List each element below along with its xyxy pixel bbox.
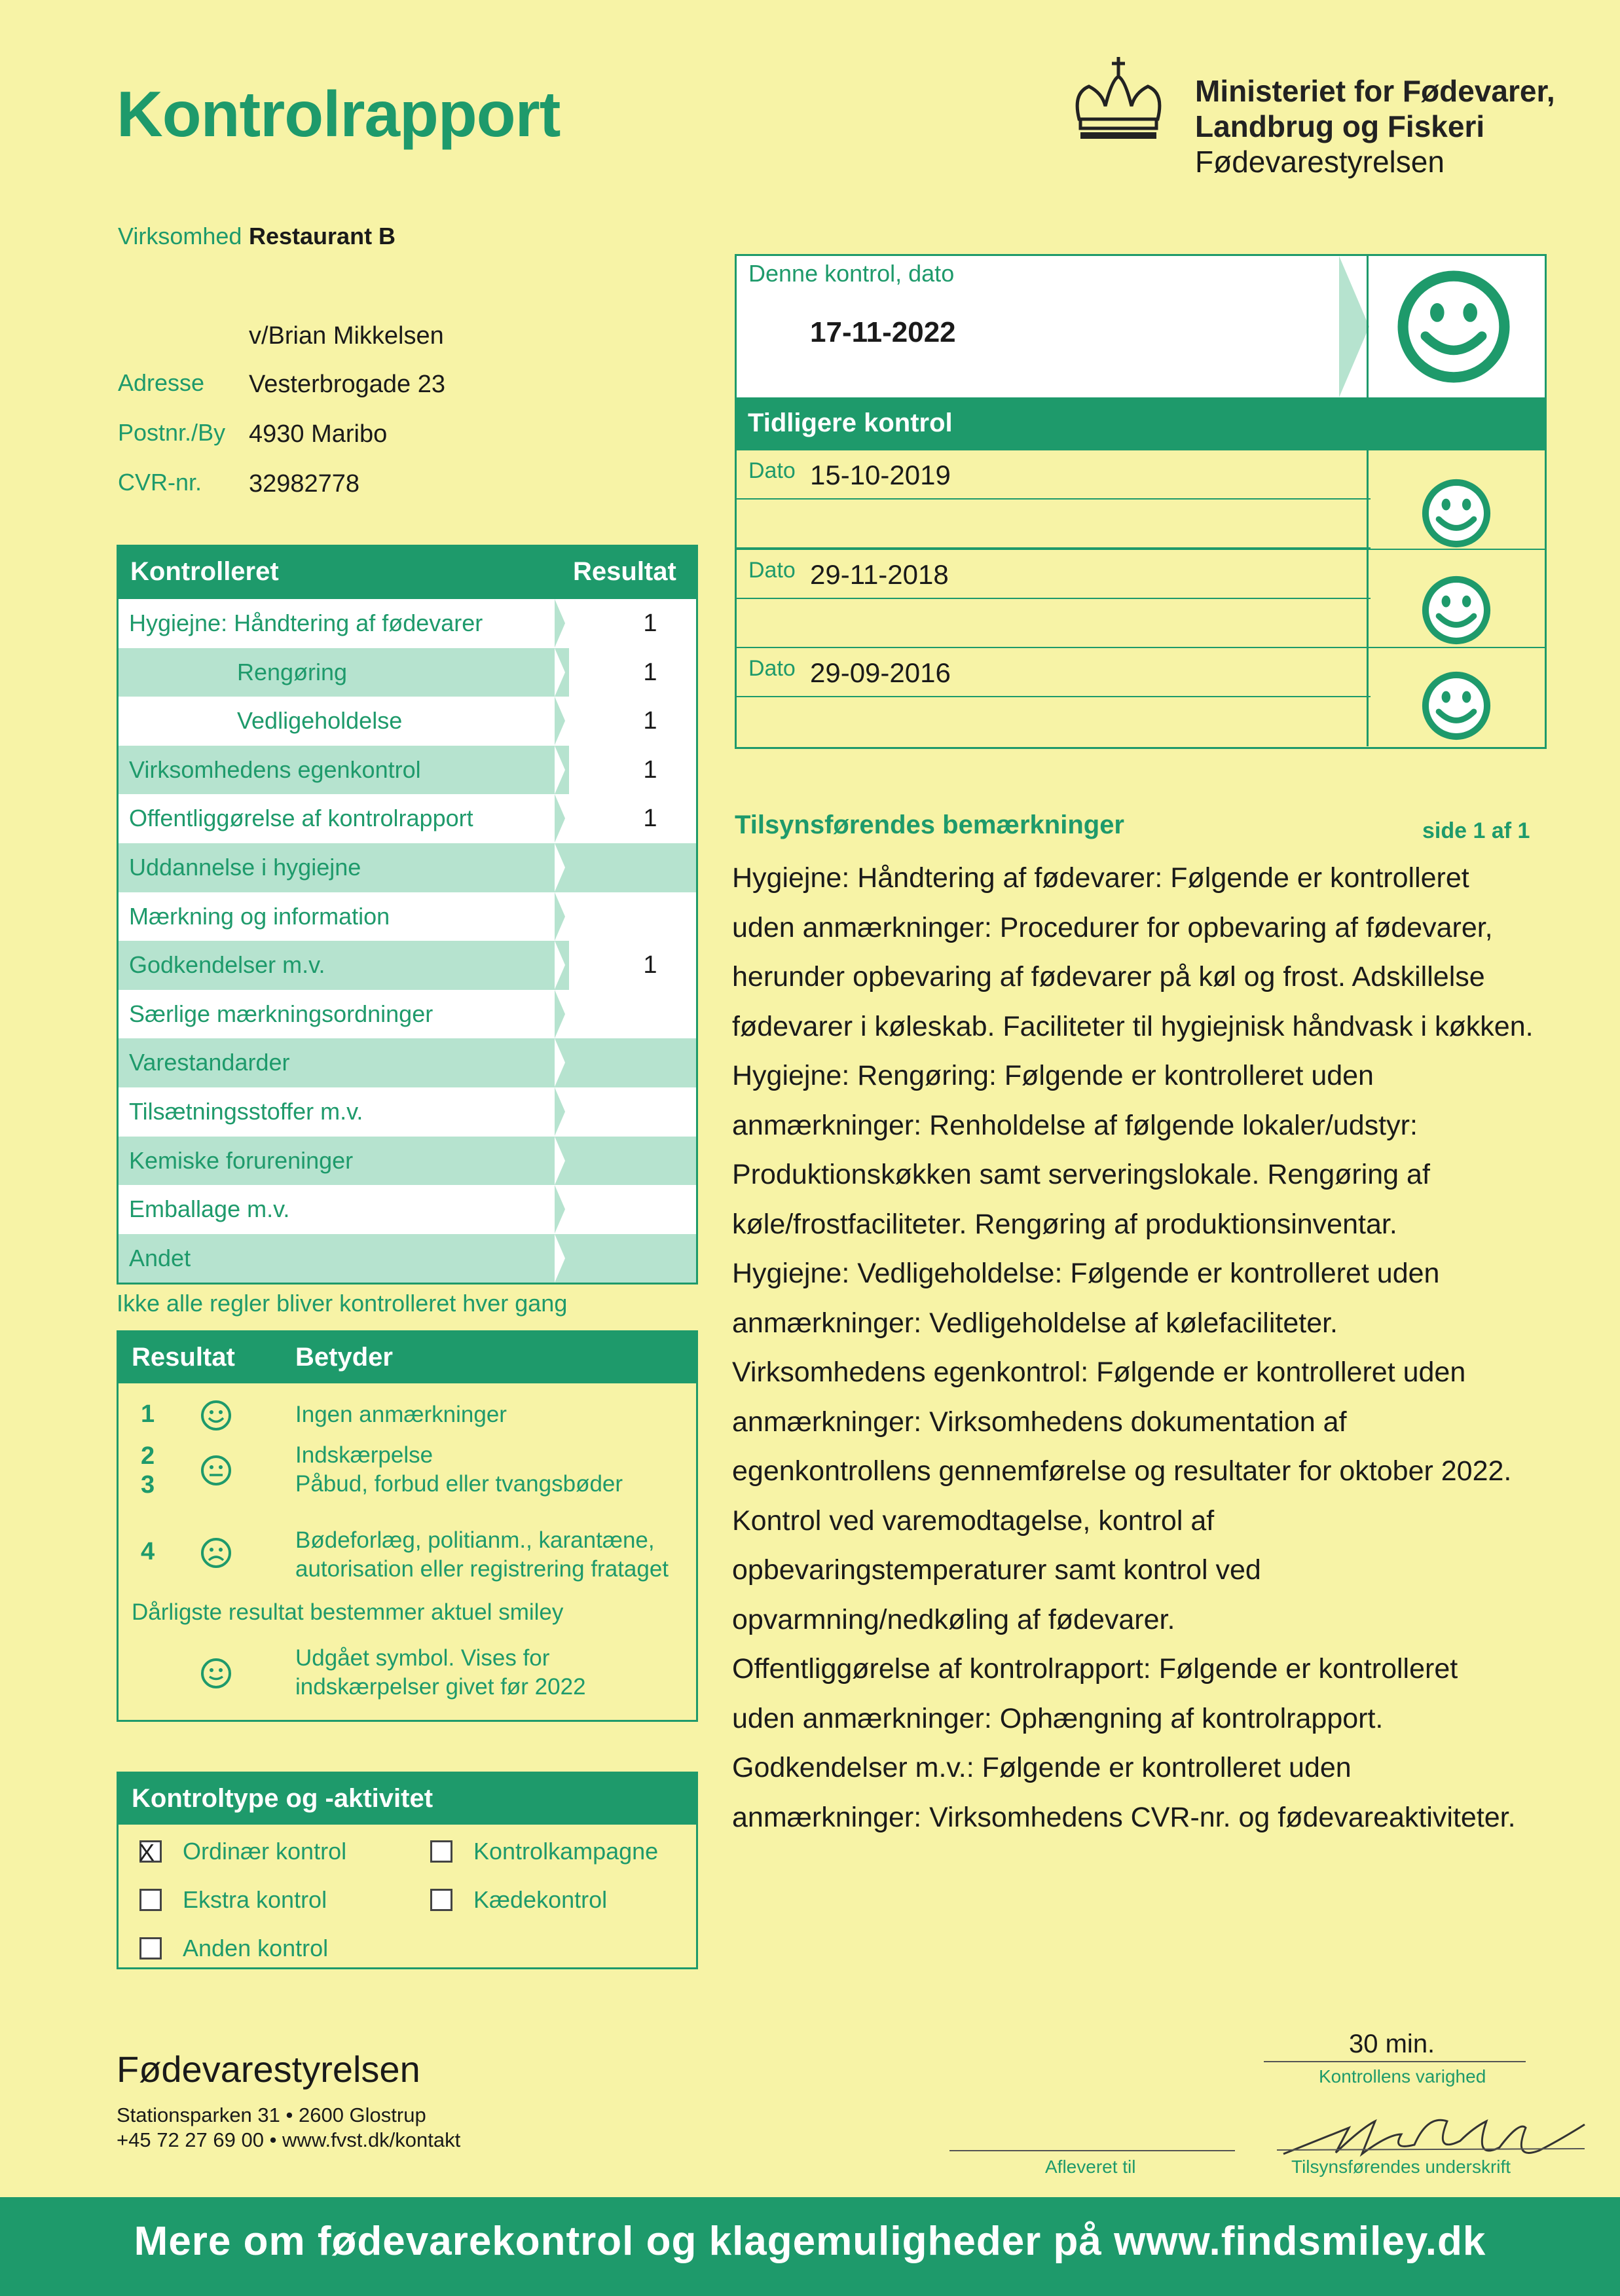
controlled-row [119, 697, 696, 746]
page-indicator: side 1 af 1 [1422, 818, 1530, 843]
legend-num-2: 2 [141, 1442, 155, 1470]
controlled-row-name: Offentliggørelse af kontrolrapport [129, 805, 473, 832]
controlled-row-result: 1 [643, 805, 657, 833]
remark-line: anmærkninger: Renholdelse af følgende lokaler/udstyr: [732, 1109, 1418, 1141]
controlled-row-name: Tilsætningsstoffer m.v. [129, 1097, 363, 1125]
controlled-row-name: Emballage m.v. [129, 1195, 290, 1223]
row-arrow [555, 892, 565, 941]
legend-expired-b: indskærpelser givet før 2022 [295, 1674, 586, 1700]
chain-control-checkbox[interactable] [430, 1889, 452, 1911]
smiley-happy-icon [200, 1399, 232, 1432]
controlled-row-name: Mærkning og information [129, 902, 390, 930]
controlled-row-result: 1 [643, 756, 657, 784]
smiley-icon [1420, 477, 1493, 550]
extra-control-label: Ekstra kontrol [183, 1886, 327, 1913]
row-arrow [555, 1038, 565, 1087]
previous-controls-box [735, 450, 1547, 749]
result-cell [569, 1234, 696, 1283]
remarks-text [732, 854, 1557, 1842]
footer-address-line1: Stationsparken 31 • 2600 Glostrup [117, 2104, 426, 2126]
label-virksomhed: Virksomhed [118, 223, 242, 249]
previous-smiley-cell [1367, 648, 1545, 746]
previous-controls-heading: Tidligere kontrol [735, 398, 1547, 450]
footer-banner: Mere om fødevarekontrol og klagemuligheder på www.findsmiley.dk [0, 2197, 1620, 2296]
row-arrow [555, 1185, 565, 1233]
business-contact: v/Brian Mikkelsen [249, 322, 444, 350]
duration-value: 30 min. [1349, 2030, 1435, 2058]
previous-date-label: Dato [748, 558, 796, 583]
remark-line: herunder opbevaring af fødevarer på køl og frost. Adskillelse [732, 961, 1485, 993]
remark-line: Hygiejne: Rengøring: Følgende er kontrolleret uden [732, 1060, 1374, 1091]
campaign-checkbox[interactable] [430, 1840, 452, 1863]
legend-text-3: Påbud, forbud eller tvangsbøder [295, 1471, 623, 1497]
row-arrow [555, 1234, 565, 1283]
legend-num-4: 4 [141, 1538, 155, 1565]
smiley-expired-icon [200, 1657, 232, 1690]
legend-num-1: 1 [141, 1400, 155, 1428]
remark-line: fødevarer i køleskab. Faciliteter til hygiejnisk håndvask i køkken. [732, 1010, 1534, 1042]
signature-label: Tilsynsførendes underskrift [1291, 2157, 1511, 2177]
result-cell [569, 1137, 696, 1186]
controlled-row-name: Kemiske forureninger [129, 1146, 354, 1174]
previous-date: 29-11-2018 [810, 559, 949, 590]
remark-line: Virksomhedens egenkontrol: Følgende er kontrolleret uden [732, 1357, 1466, 1388]
legend-expired-a: Udgået symbol. Vises for [295, 1645, 550, 1671]
legend-worst-note: Dårligste resultat bestemmer aktuel smiley [132, 1599, 564, 1625]
row-arrow [555, 1087, 565, 1136]
remark-line: Offentliggørelse af kontrolrapport: Følgende er kontrolleret [732, 1653, 1458, 1685]
controlled-row [119, 843, 696, 892]
page-title: Kontrolrapport [117, 78, 561, 150]
footer-address [117, 2103, 460, 2153]
extra-control-checkbox[interactable] [139, 1889, 162, 1911]
legend-text-4b: autorisation eller registrering frataget [295, 1556, 669, 1582]
controlled-row [119, 794, 696, 843]
controlled-table-header [119, 547, 696, 599]
ordinary-control-label: Ordinær kontrol [183, 1838, 347, 1865]
ministry-line1: Ministeriet for Fødevarer, [1195, 74, 1555, 108]
ministry-block [1195, 73, 1555, 179]
row-arrow [555, 1137, 565, 1185]
controlled-row [119, 1185, 696, 1234]
controlled-row-name: Vedligeholdelse [237, 707, 403, 735]
duration-line [1264, 2061, 1526, 2062]
row-arrow [555, 599, 565, 647]
controlled-row-result: 1 [643, 951, 657, 979]
controlled-row [119, 1087, 696, 1137]
remark-line: opbevaringstemperaturer samt kontrol ved [732, 1554, 1261, 1586]
footer-agency: Fødevarestyrelsen [117, 2049, 420, 2090]
label-address: Adresse [118, 369, 205, 396]
large-smiley-icon [1395, 268, 1513, 386]
remark-line: køle/frostfaciliteter. Rengøring af produktionsinventar. [732, 1208, 1397, 1240]
controlled-row [119, 941, 696, 990]
business-postal: 4930 Maribo [249, 420, 388, 448]
current-control-date: 17-11-2022 [810, 316, 956, 348]
legend-col-meaning: Betyder [295, 1343, 393, 1372]
ministry-line2: Landbrug og Fiskeri [1195, 109, 1485, 143]
footer-address-line2: +45 72 27 69 00 • www.fvst.dk/kontakt [117, 2128, 461, 2151]
remark-line: anmærkninger: Vedligeholdelse af kølefaciliteter. [732, 1307, 1338, 1339]
remark-line: Hygiejne: Håndtering af fødevarer: Følgende er kontrolleret [732, 862, 1469, 894]
previous-row-bottom [737, 697, 1371, 746]
result-legend-box [117, 1330, 698, 1722]
legend-num-3: 3 [141, 1471, 155, 1499]
controlled-row-name: Hygiejne: Håndtering af fødevarer [129, 610, 483, 636]
previous-row-bottom [737, 599, 1371, 648]
previous-date-label: Dato [748, 458, 796, 483]
controlled-row-name: Varestandarder [129, 1049, 290, 1076]
previous-row-top [737, 648, 1371, 697]
result-cell [569, 1087, 696, 1137]
business-address: Vesterbrogade 23 [249, 371, 446, 398]
legend-text-2: Indskærpelse [295, 1442, 433, 1468]
result-cell [569, 1185, 696, 1234]
controlled-row-name: Særlige mærkningsordninger [129, 1000, 433, 1027]
legend-col-result: Resultat [132, 1343, 235, 1372]
remark-line: egenkontrollens gennemførelse og resultater for oktober 2022. [732, 1455, 1512, 1487]
row-arrow [555, 941, 565, 989]
smiley-icon [1420, 574, 1493, 647]
remarks-heading: Tilsynsførendes bemærkninger [735, 811, 1124, 839]
previous-smiley-cell [1367, 450, 1545, 549]
control-type-heading: Kontroltype og -aktivitet [119, 1774, 696, 1825]
previous-date-label: Dato [748, 656, 796, 681]
remark-line: Hygiejne: Vedligeholdelse: Følgende er kontrolleret uden [732, 1258, 1440, 1289]
row-arrow [555, 648, 565, 697]
campaign-label: Kontrolkampagne [473, 1838, 659, 1865]
controlled-row [119, 599, 696, 648]
row-arrow [555, 990, 565, 1038]
label-postal: Postnr./By [118, 419, 226, 446]
previous-date: 29-09-2016 [810, 657, 951, 688]
previous-row-bottom [737, 500, 1371, 549]
previous-control-row [737, 549, 1545, 647]
other-control-label: Anden kontrol [183, 1935, 329, 1961]
controlled-row [119, 1137, 696, 1186]
remark-line: Produktionskøkken samt serveringslokale. Rengøring af [732, 1159, 1430, 1190]
controlled-row [119, 990, 696, 1039]
current-control-box [735, 254, 1547, 399]
result-cell [569, 843, 696, 892]
checkbox-mark: X [139, 1839, 155, 1866]
crown-logo-icon [1066, 54, 1171, 145]
remark-line: Kontrol ved varemodtagelse, kontrol af [732, 1504, 1215, 1537]
legend-text-1: Ingen anmærkninger [295, 1402, 507, 1427]
controlled-row [119, 746, 696, 795]
row-arrow [555, 746, 565, 794]
delivered-label: Afleveret til [1045, 2157, 1136, 2177]
result-heading: Resultat [573, 557, 676, 586]
remark-line: anmærkninger: Virksomhedens CVR-nr. og fødevareaktiviteter. [732, 1801, 1516, 1833]
controlled-row-result: 1 [643, 610, 657, 637]
remark-line: opvarmning/nedkøling af fødevarer. [732, 1603, 1175, 1635]
previous-control-row [737, 450, 1545, 549]
result-cell [569, 990, 696, 1039]
controlled-row [119, 648, 696, 697]
legend-header [119, 1332, 696, 1383]
chain-control-label: Kædekontrol [473, 1886, 608, 1913]
agency-name: Fødevarestyrelsen [1195, 145, 1445, 179]
controlled-row-result: 1 [643, 707, 657, 735]
label-cvr: CVR-nr. [118, 469, 202, 496]
smiley-neutral-icon [200, 1454, 232, 1487]
arrow-decoration [1339, 256, 1369, 397]
row-arrow [555, 794, 565, 843]
smiley-icon [1420, 669, 1493, 742]
legend-text-4a: Bødeforlæg, politianm., karantæne, [295, 1527, 655, 1553]
current-control-label: Denne kontrol, dato [748, 260, 955, 287]
row-arrow [555, 843, 565, 892]
business-name: Restaurant B [249, 223, 396, 249]
previous-control-row [737, 647, 1545, 745]
controlled-heading: Kontrolleret [130, 557, 279, 586]
ordinary-control-checkbox[interactable] [139, 1839, 162, 1866]
controlled-row [119, 892, 696, 941]
result-cell [569, 892, 696, 941]
remark-line: Godkendelser m.v.: Følgende er kontrolleret uden [732, 1752, 1352, 1783]
controlled-row-name: Virksomhedens egenkontrol [129, 756, 421, 783]
smiley-sad-icon [200, 1537, 232, 1569]
controlled-table [117, 545, 698, 1285]
business-cvr: 32982778 [249, 470, 360, 498]
previous-row-top [737, 450, 1371, 500]
controlled-row-result: 1 [643, 658, 657, 686]
controlled-row-name: Godkendelser m.v. [129, 951, 325, 979]
previous-row-top [737, 550, 1371, 599]
controlled-row-name: Andet [129, 1244, 191, 1271]
remark-line: anmærkninger: Virksomhedens dokumentation af [732, 1406, 1347, 1438]
result-cell [569, 1038, 696, 1087]
controlled-row [119, 1234, 696, 1283]
remark-line: uden anmærkninger: Ophængning af kontrolrapport. [732, 1702, 1384, 1734]
remark-line: uden anmærkninger: Procedurer for opbevaring af fødevarer, [732, 911, 1493, 943]
row-arrow [555, 697, 565, 745]
previous-smiley-cell [1367, 550, 1545, 648]
duration-label: Kontrollens varighed [1319, 2066, 1486, 2086]
controlled-rows [119, 599, 696, 1283]
control-type-box [117, 1772, 698, 1969]
previous-date: 15-10-2019 [810, 460, 951, 490]
controlled-row [119, 1038, 696, 1087]
delivered-line [949, 2150, 1235, 2151]
controlled-row-name: Uddannelse i hygiejne [129, 853, 361, 881]
current-smiley-cell [1367, 256, 1545, 397]
controlled-row-name: Rengøring [237, 658, 348, 685]
controlled-note: Ikke alle regler bliver kontrolleret hver gang [117, 1290, 568, 1317]
other-control-checkbox[interactable] [139, 1937, 162, 1959]
